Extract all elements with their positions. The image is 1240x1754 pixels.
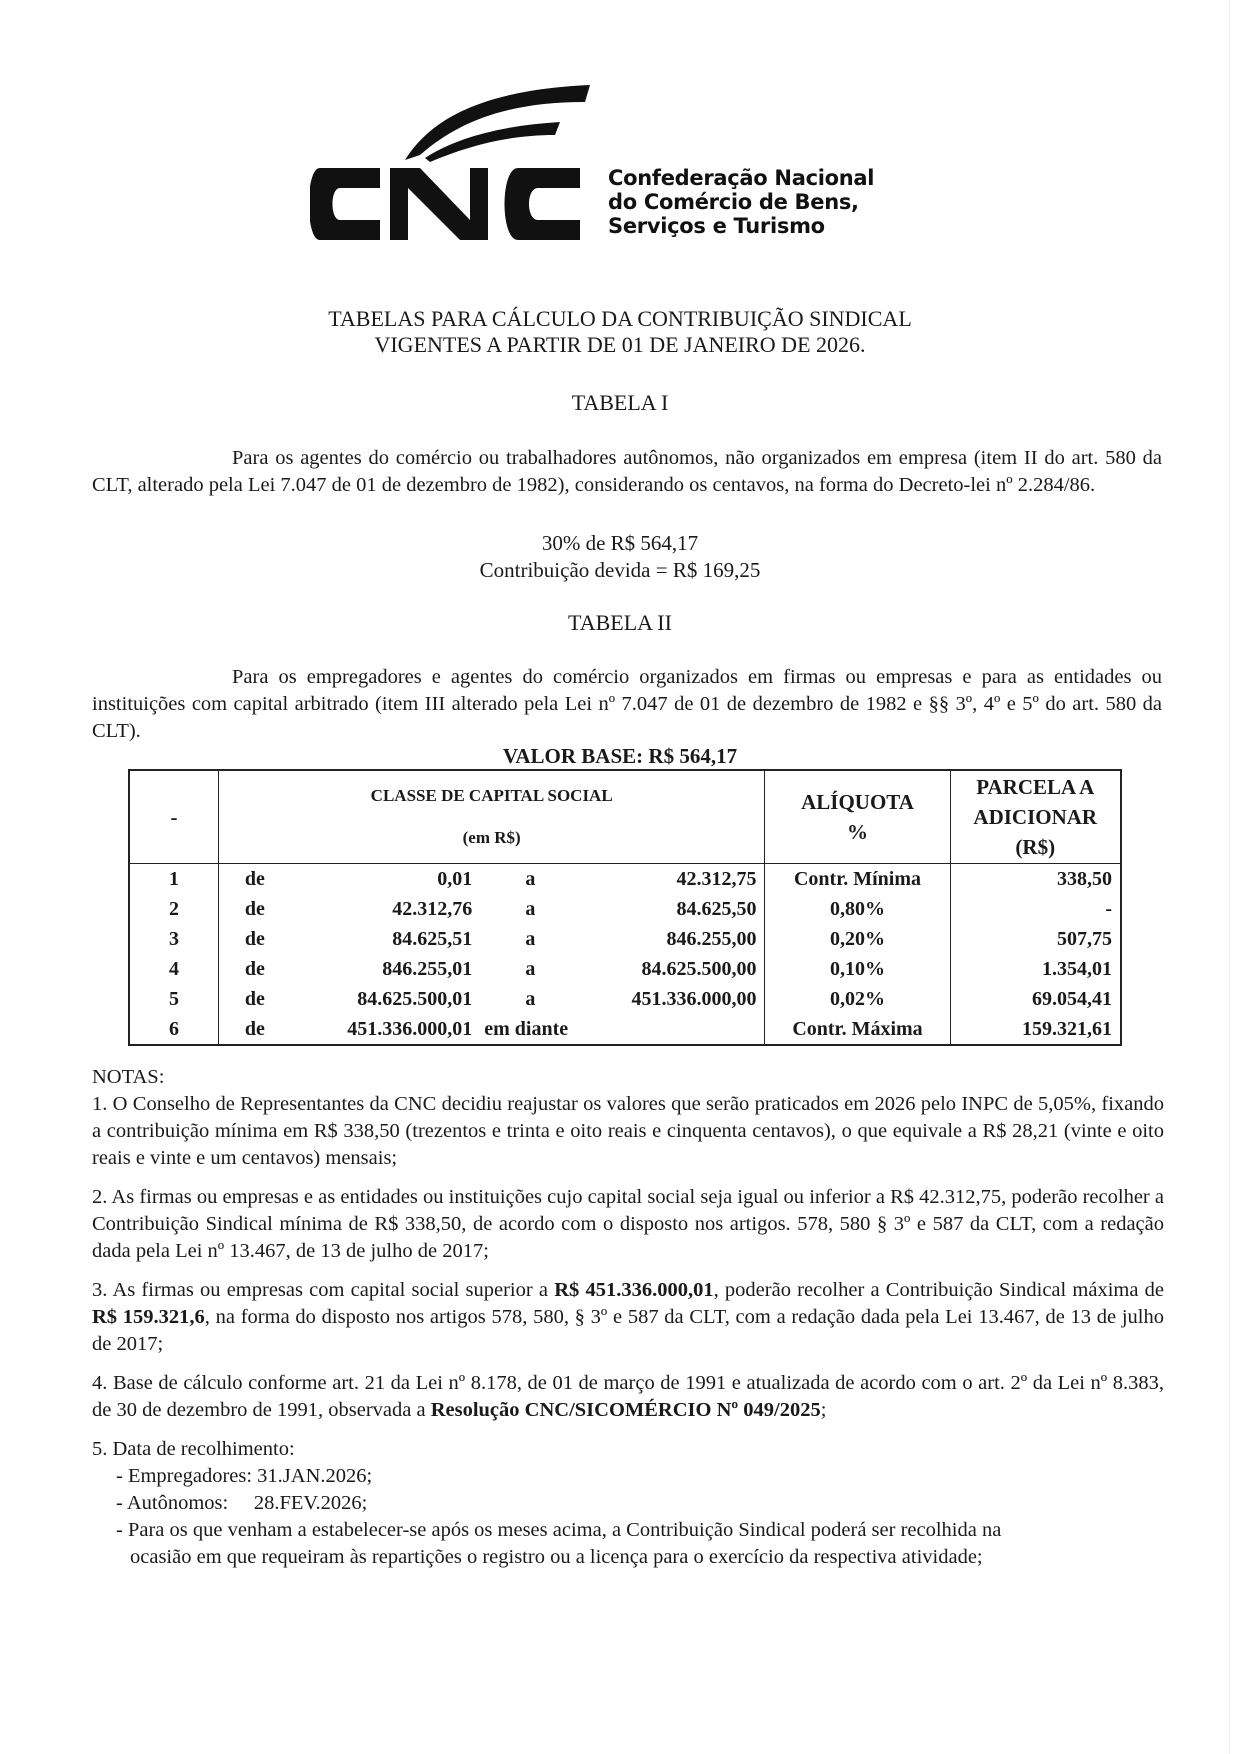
header-aliquota-line1: ALÍQUOTA bbox=[801, 789, 914, 814]
cnc-logo bbox=[310, 80, 960, 250]
row-a: a bbox=[525, 957, 536, 980]
note-1: 1. O Conselho de Representantes da CNC decidiu reajustar os valores que serão praticados em 2026 pelo INPC de 5,05%, fixando a contribuição mínima em R$ 338,50 (trezentos e trinta e oito reais e cinquenta centavos), o que equivale a R$ 28,21 (vinte e oito reais e vinte e um centavos) mensais; bbox=[92, 1093, 1164, 1169]
note-4 bbox=[92, 1370, 1164, 1424]
row-to-value bbox=[580, 1014, 765, 1045]
title-line-1: TABELAS PARA CÁLCULO DA CONTRIBUIÇÃO SINDICAL bbox=[328, 306, 912, 331]
row-de: de bbox=[218, 863, 306, 894]
note-3-text: , poderão recolher a Contribuição Sindical máxima de bbox=[713, 1279, 1164, 1301]
note-3-bold-amount: R$ 451.336.000,01 bbox=[554, 1279, 714, 1301]
note-3-text: , na forma do disposto nos artigos 578, 580, § 3º e 587 da CLT, com a redação dada pela Lei 13.467, de 13 de julho de 2017; bbox=[92, 1306, 1164, 1355]
table-row bbox=[129, 984, 1121, 1014]
tabela-1-text: Para os agentes do comércio ou trabalhadores autônomos, não organizados em empresa (item II do art. 580 da CLT, alterado pela Lei 7.047 de 01 de dezembro de 1982), considerando os centavos, na forma do Decreto-lei nº 2.284/86. bbox=[92, 447, 1162, 496]
scan-edge-line bbox=[1229, 0, 1230, 1754]
header-aliquota-line2: % bbox=[847, 819, 868, 844]
valor-base: VALOR BASE: R$ 564,17 bbox=[502, 744, 738, 768]
note-2: 2. As firmas ou empresas e as entidades ou instituições cujo capital social seja igual ou inferior a R$ 42.312,75, poderão recolher a Contribuição Sindical mínima de R$ 338,50, de acordo com o disposto nos artigos. 578, 580 § 3º e 587 da CLT, com a redação dada pela Lei nº 13.467, de 13 de julho de 2017; bbox=[92, 1186, 1164, 1262]
tabela-2-paragraph bbox=[92, 664, 1162, 745]
note-4-text: 4. Base de cálculo conforme art. 21 da Lei nº 8.178, de 01 de março de 1991 e atualizada de acordo com o art. 2º da Lei nº 8.383, de 30 de dezembro de 1991, observada a bbox=[92, 1372, 1164, 1421]
row-index: 1 bbox=[129, 863, 218, 894]
note-4-text: ; bbox=[820, 1399, 827, 1421]
capital-social-table bbox=[128, 769, 1122, 1046]
table-row bbox=[129, 863, 1121, 894]
row-index: 2 bbox=[129, 894, 218, 924]
row-aliquota: 0,10% bbox=[765, 954, 950, 984]
notes-section bbox=[92, 1064, 1164, 1571]
header-classe bbox=[218, 770, 765, 863]
row-a: a bbox=[480, 863, 580, 894]
table-header-row bbox=[129, 770, 1121, 863]
row-parcela: 159.321,61 bbox=[1022, 1017, 1112, 1040]
row-to-value: 84.625.500,00 bbox=[580, 954, 765, 984]
row-aliquota: Contr. Mínima bbox=[765, 863, 950, 894]
row-from-value: 84.625,51 bbox=[392, 927, 473, 950]
row-de: de bbox=[244, 987, 265, 1010]
row-from-value: 84.625.500,01 bbox=[357, 987, 473, 1010]
header-aliquota bbox=[765, 770, 950, 863]
row-parcela: 338,50 bbox=[950, 863, 1121, 894]
row-aliquota: 0,20% bbox=[765, 924, 950, 954]
tabela-1-paragraph bbox=[92, 445, 1162, 499]
row-to-value: 451.336.000,00 bbox=[580, 984, 765, 1014]
row-parcela: 69.054,41 bbox=[1032, 987, 1112, 1010]
header-parcela-line1: PARCELA A bbox=[976, 774, 1095, 799]
header-classe-line2: (em R$) bbox=[462, 827, 521, 847]
row-a: a bbox=[525, 987, 536, 1010]
note-4-bold-resolution: Resolução CNC/SICOMÉRCIO Nº 049/2025 bbox=[430, 1399, 821, 1421]
note-5-outros-line2: ocasião em que requeiram às repartições o registro ou a licença para o exercício da respectiva atividade; bbox=[130, 1546, 983, 1568]
note-5-autonomos: - Autônomos: 28.FEV.2026; bbox=[116, 1492, 368, 1514]
header-index: - bbox=[129, 770, 218, 863]
row-to-value: 84.625,50 bbox=[580, 894, 765, 924]
row-to-value: 846.255,00 bbox=[580, 924, 765, 954]
row-from-value: 846.255,01 bbox=[382, 957, 473, 980]
header-classe-line1: CLASSE DE CAPITAL SOCIAL bbox=[370, 785, 613, 805]
row-aliquota: Contr. Máxima bbox=[765, 1014, 950, 1045]
tabela-2-heading: TABELA II bbox=[568, 610, 672, 635]
note-3 bbox=[92, 1277, 1164, 1358]
notes-heading: NOTAS: bbox=[92, 1066, 165, 1088]
tabela-1-calc-percent: 30% de R$ 564,17 bbox=[541, 531, 699, 555]
row-to-value: 42.312,75 bbox=[580, 863, 765, 894]
table-row bbox=[129, 1014, 1121, 1045]
table-row bbox=[129, 954, 1121, 984]
row-parcela: 507,75 bbox=[1057, 927, 1112, 950]
row-index: 6 bbox=[129, 1014, 218, 1045]
table-row bbox=[129, 924, 1121, 954]
row-aliquota: 0,80% bbox=[765, 894, 950, 924]
tabela-1-heading: TABELA I bbox=[571, 390, 669, 415]
header-parcela-line2: ADICIONAR bbox=[973, 804, 1098, 829]
document-title bbox=[0, 306, 1240, 358]
row-index: 4 bbox=[129, 954, 218, 984]
row-from-value: 451.336.000,01 bbox=[347, 1017, 473, 1040]
row-de: de bbox=[244, 1017, 265, 1040]
row-aliquota: 0,02% bbox=[765, 984, 950, 1014]
tabela-1-calc-result: Contribuição devida = R$ 169,25 bbox=[479, 558, 761, 582]
row-index: 3 bbox=[129, 924, 218, 954]
row-parcela: - bbox=[1105, 897, 1112, 920]
row-parcela: 1.354,01 bbox=[1042, 957, 1112, 980]
header-parcela-line3: (R$) bbox=[1015, 834, 1056, 859]
org-name-line: Confederação Nacional bbox=[608, 166, 875, 190]
note-5-empregadores: - Empregadores: 31.JAN.2026; bbox=[116, 1465, 373, 1487]
row-a: a bbox=[525, 897, 536, 920]
note-5: 5. Data de recolhimento: bbox=[92, 1438, 295, 1460]
row-from-value: 42.312,76 bbox=[392, 897, 473, 920]
table-row bbox=[129, 894, 1121, 924]
row-de: de bbox=[244, 927, 265, 950]
row-de: de bbox=[244, 957, 265, 980]
row-de: de bbox=[244, 897, 265, 920]
tabela-2-text: Para os empregadores e agentes do comércio organizados em firmas ou empresas e para as entidades ou instituições com capital arbitrado (item III alterado pela Lei nº 7.047 de 01 de dezembro de 1982 e §§ 3º, 4º e 5º do art. 580 da CLT). bbox=[92, 666, 1162, 742]
row-index: 5 bbox=[129, 984, 218, 1014]
org-name-line: do Comércio de Bens, bbox=[608, 190, 859, 214]
org-name bbox=[608, 166, 874, 238]
cnc-logo-mark-icon bbox=[310, 80, 610, 250]
title-line-2: VIGENTES A PARTIR DE 01 DE JANEIRO DE 2026. bbox=[374, 332, 866, 357]
row-a: a bbox=[525, 927, 536, 950]
header-parcela bbox=[950, 770, 1121, 863]
row-a: em diante bbox=[484, 1017, 569, 1040]
note-3-text: 3. As firmas ou empresas com capital social superior a bbox=[92, 1279, 555, 1301]
org-name-line: Serviços e Turismo bbox=[608, 214, 825, 238]
note-3-bold-max: R$ 159.321,6 bbox=[92, 1306, 205, 1328]
note-5-outros-line1: - Para os que venham a estabelecer-se após os meses acima, a Contribuição Sindical poderá ser recolhida na bbox=[116, 1519, 1002, 1541]
row-from-value: 0,01 bbox=[307, 863, 481, 894]
